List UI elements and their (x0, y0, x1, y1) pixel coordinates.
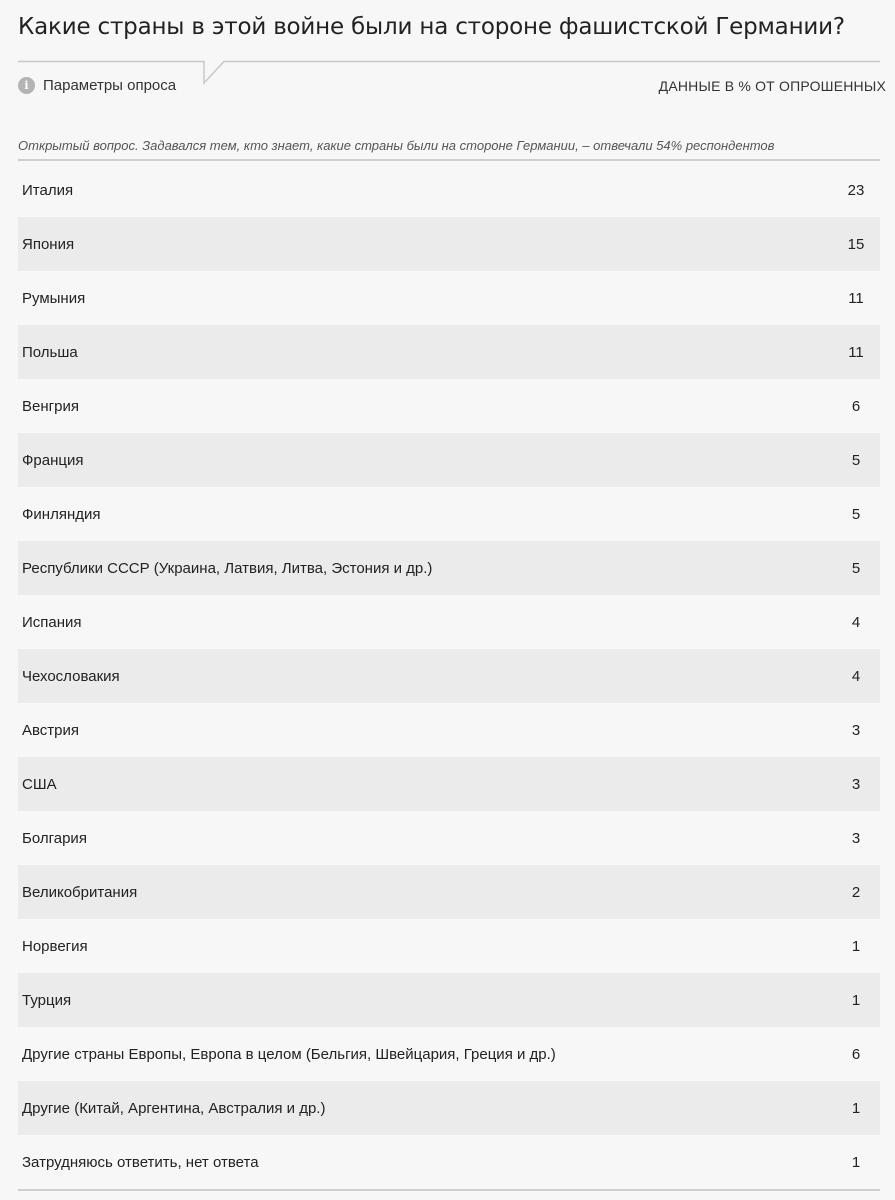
row-label: Другие (Китай, Аргентина, Австралия и др.) (22, 1099, 326, 1117)
row-label: Республики СССР (Украина, Латвия, Литва, Эстония и др.) (22, 559, 433, 577)
row-value: 23 (847, 181, 865, 199)
units-label: ДАННЫЕ В % ОТ ОПРОШЕННЫХ (658, 78, 886, 94)
page-title: Какие страны в этой войне были на стороне фашистской Германии? (18, 14, 845, 40)
row-value: 3 (851, 775, 861, 793)
row-label: США (22, 775, 57, 793)
row-value: 4 (851, 667, 861, 685)
row-label: Другие страны Европы, Европа в целом (Бельгия, Швейцария, Греция и др.) (22, 1045, 556, 1063)
row-value: 11 (848, 343, 864, 361)
table-row (18, 271, 880, 325)
row-label: Франция (22, 451, 84, 469)
survey-params-toggle[interactable] (18, 77, 176, 94)
table-row (18, 973, 880, 1027)
row-value: 6 (851, 1045, 861, 1063)
row-value: 6 (851, 397, 861, 415)
info-icon: i (18, 77, 35, 94)
row-label: Великобритания (22, 883, 138, 901)
params-bar (18, 60, 886, 100)
table-top-divider (18, 159, 880, 161)
table-row (18, 541, 880, 595)
row-value: 1 (851, 937, 861, 955)
row-value: 3 (851, 721, 861, 739)
row-label: Норвегия (22, 937, 88, 955)
row-label: Италия (22, 181, 74, 199)
table-row (18, 1135, 880, 1189)
row-value: 1 (851, 991, 861, 1009)
row-label: Болгария (22, 829, 87, 847)
table-row (18, 757, 880, 811)
survey-params-label: Параметры опроса (43, 77, 177, 94)
table-row (18, 811, 880, 865)
row-value: 1 (851, 1099, 861, 1117)
row-value: 2 (851, 883, 861, 901)
row-value: 4 (851, 613, 861, 631)
table-row (18, 703, 880, 757)
table-row (18, 1027, 880, 1081)
row-value: 11 (848, 289, 864, 307)
table-row (18, 595, 880, 649)
row-label: Испания (22, 613, 82, 631)
row-label: Румыния (22, 289, 86, 307)
table-row (18, 487, 880, 541)
table-bottom-divider (18, 1189, 880, 1191)
question-note: Открытый вопрос. Задавался тем, кто знает, какие страны были на стороне Германии, – отвечали 54% респондентов (18, 138, 775, 153)
table-row (18, 919, 880, 973)
row-value: 3 (851, 829, 861, 847)
row-label: Япония (22, 235, 75, 253)
row-value: 15 (847, 235, 865, 253)
table-row (18, 433, 880, 487)
row-label: Австрия (22, 721, 80, 739)
table-row (18, 217, 880, 271)
table-row (18, 163, 880, 217)
row-label: Польша (22, 343, 78, 361)
table-row (18, 865, 880, 919)
table-row (18, 1081, 880, 1135)
row-value: 5 (851, 451, 861, 469)
table-row (18, 325, 880, 379)
row-label: Венгрия (22, 397, 79, 415)
row-value: 5 (851, 559, 861, 577)
row-label: Затрудняюсь ответить, нет ответа (22, 1153, 259, 1171)
table-row (18, 379, 880, 433)
results-table (18, 163, 880, 1189)
row-label: Турция (22, 991, 72, 1009)
row-value: 5 (851, 505, 861, 523)
row-value: 1 (851, 1153, 861, 1171)
row-label: Чехословакия (22, 667, 120, 685)
table-row (18, 649, 880, 703)
row-label: Финляндия (22, 505, 101, 523)
